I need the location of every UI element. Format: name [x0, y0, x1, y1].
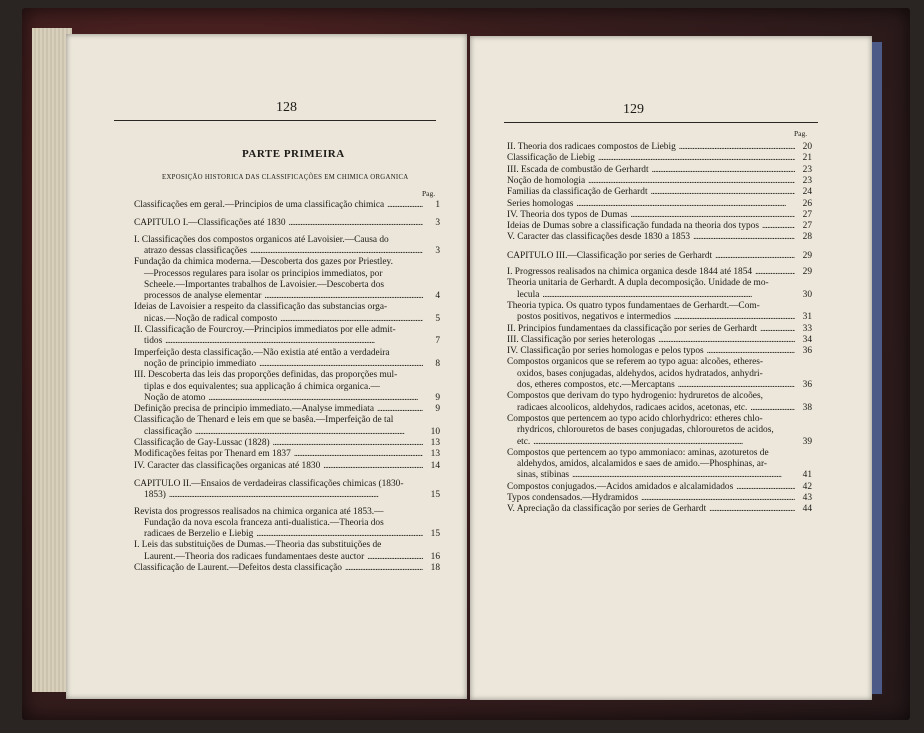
leader-dots [651, 187, 795, 198]
leader-dots [736, 482, 795, 493]
entry-page: 41 [802, 470, 812, 481]
entry-page: 8 [435, 358, 440, 369]
entry-text: I. Progressos realisados na chimica organica desde 1844 até 1854 [507, 267, 753, 277]
entry-text: III. Descoberta das leis das proporções definidas, das proporções mul- [134, 370, 398, 381]
entry-page: 3 [435, 218, 440, 229]
leader-dots [588, 176, 795, 187]
entry-page: 20 [802, 142, 812, 152]
entry-text: Compostos organicos que se referem ao typo agua: alcoões, etheres- [507, 357, 763, 368]
leader-dots [259, 359, 423, 370]
entry-page: 9 [435, 404, 440, 415]
entry-text: II. Theoria dos radicaes compostos de Liebig [507, 142, 676, 152]
entry-text: 1853) [144, 490, 166, 501]
toc-entry [507, 324, 812, 335]
toc-entry [507, 187, 812, 198]
entry-text: IV. Classificação por series homologas e pelos typos [507, 346, 704, 357]
entry-page: 43 [802, 493, 812, 503]
entry-page: 13 [430, 449, 440, 460]
toc-entry [507, 153, 812, 164]
entry-page: 3 [435, 245, 440, 256]
entry-text: Series homologas [507, 198, 574, 209]
leader-dots [533, 437, 795, 448]
leader-dots [715, 251, 795, 262]
entry-text: rhydricos, chlorouretos de bases conjugadas, chlorouretos de acidos, [517, 425, 774, 436]
entry-text: III. Classificação por series heterologas [507, 334, 656, 345]
leader-dots [387, 200, 423, 211]
entry-text: Fundação da nova escola franceza anti-dualistica.—Theoria dos [144, 517, 384, 528]
toc-entry [144, 427, 440, 438]
entry-text: Fundação da chimica moderna.—Descoberta dos gazes por Priestley. [134, 257, 393, 268]
entry-text: atrazo dessas classificações [144, 245, 248, 256]
entry-text: Typos condensados.—Hydramidos [507, 493, 639, 503]
entry-text: Classificação de Liebig [507, 153, 595, 164]
part-subheading: EXPOSIÇÃO HISTORICA DAS CLASSIFICAÇÕES EM CHIMICA ORGANICA [162, 174, 409, 181]
entry-text: I. Classificações dos compostos organicos até Lavoisier.—Causa do [134, 234, 389, 245]
entry-text: sinas, stibinas [517, 470, 570, 481]
entry-page: 36 [802, 380, 812, 390]
toc-entry [517, 470, 812, 481]
toc-entry [507, 482, 812, 493]
entry-page: 18 [430, 563, 440, 573]
entry-page: 13 [430, 438, 440, 448]
toc-entry [144, 359, 440, 370]
leader-dots [323, 461, 423, 472]
leader-dots [165, 336, 423, 347]
leader-dots [572, 470, 795, 481]
toc-entry [507, 165, 812, 176]
toc-entry [517, 380, 812, 391]
entry-page: 10 [430, 426, 440, 437]
leader-dots [652, 165, 795, 176]
leader-dots [345, 563, 423, 574]
entry-page: 27 [802, 209, 812, 220]
entry-text: dos, etheres compostos, etc.—Mercaptans [517, 380, 675, 390]
entry-text: Compostos conjugados.—Acidos amidados e alcalamidados [507, 481, 734, 492]
leader-dots [256, 529, 423, 540]
leader-dots [294, 449, 423, 460]
part-heading: PARTE PRIMEIRA [242, 148, 345, 160]
entry-text: II. Principios fundamentaes da classificação por series de Gerhardt [507, 323, 758, 334]
toc-entry [517, 290, 812, 301]
toc-entry [507, 251, 812, 262]
toc-entry [134, 438, 440, 449]
entry-text: radicaes alcoolicos, aldehydos, radicaes acidos, acetonas, etc. [517, 402, 748, 413]
entry-page: 28 [802, 232, 812, 243]
entry-text: Classificação de Laurent.—Defeitos desta classificação [134, 563, 342, 573]
left-page [66, 34, 467, 699]
entry-page: 1 [435, 200, 440, 210]
entry-text: processos de analyse elementar [144, 291, 262, 302]
entry-text: Theoria typica. Os quatro typos fundamentaes de Gerhardt.—Com- [507, 300, 760, 311]
entry-page: 21 [802, 153, 812, 164]
entry-text: —Processos regulares para isolar os principios immediatos, por [144, 268, 383, 279]
endpaper-edge [872, 42, 882, 694]
toc-entry [507, 221, 812, 232]
leader-dots [693, 232, 795, 243]
toc-entry [507, 504, 812, 515]
entry-page: 27 [802, 221, 812, 232]
entry-page: 34 [802, 334, 812, 345]
leader-dots [289, 218, 423, 229]
entry-text: Classificações em geral.—Principios de uma classificação chimica [134, 200, 385, 210]
page-number: 129 [623, 102, 644, 117]
entry-text: Ideias de Lavoisier a respeito da classificação das substancias orga- [134, 302, 388, 313]
toc-entry [144, 291, 440, 302]
leader-dots [264, 291, 423, 302]
leader-dots [576, 199, 795, 210]
leader-dots [750, 403, 795, 414]
entry-page: 39 [802, 436, 812, 447]
leader-dots [542, 290, 795, 301]
entry-text: tidos [144, 336, 163, 347]
entry-text: V. Caracter das classificações desde 1830 a 1853 [507, 232, 691, 243]
entry-page: 24 [802, 187, 812, 198]
entry-text: IV. Caracter das classificações organicas até 1830 [134, 460, 321, 471]
entry-text: lecula [517, 289, 540, 300]
toc-entry [134, 563, 440, 574]
entry-text: I. Leis das substituições de Dumas.—Theoria das substituições de [134, 540, 382, 551]
toc-entry [507, 267, 812, 278]
leader-dots [367, 552, 423, 563]
entry-page: 15 [430, 490, 440, 501]
entry-text: Compostos que derivam do typo hydrogenio: hydruretos de alcoões, [507, 391, 763, 402]
entry-text: Modificações feitas por Thenard em 1837 [134, 449, 291, 460]
entry-page: 29 [802, 267, 812, 277]
entry-text: Definição precisa de principio immediato.—Analyse immediata [134, 404, 375, 415]
toc-entry [134, 200, 440, 211]
page-number: 128 [276, 100, 297, 115]
toc-entry [507, 199, 812, 210]
leader-dots [678, 380, 795, 391]
leader-dots [273, 438, 423, 449]
entry-text: nicas.—Noção de radical composto [144, 313, 278, 324]
pag-label: Pag. [422, 189, 436, 198]
entry-page: 33 [802, 323, 812, 334]
entry-page: 9 [435, 392, 440, 403]
leader-dots [762, 221, 795, 232]
leader-dots [707, 346, 795, 357]
entry-text: classificação [144, 426, 192, 437]
entry-text: III. Escada de combustão de Gerhardt [507, 164, 649, 175]
leader-dots [377, 404, 423, 415]
entry-text: V. Apreciação da classificação por series de Gerhardt [507, 504, 707, 515]
entry-page: 38 [802, 402, 812, 413]
toc-entry [134, 449, 440, 460]
header-rule [504, 122, 818, 123]
toc-entry [134, 461, 440, 472]
entry-page: 36 [802, 346, 812, 357]
leader-dots [658, 335, 795, 346]
entry-text: Scheele.—Importantes trabalhos de Lavoisier.—Descoberta dos [144, 279, 385, 290]
entry-text: Compostos que pertencem ao typo ammoniaco: aminas, azoturetos de [507, 447, 769, 458]
entry-text: Compostos que pertencem ao typo acido chlorhydrico: etheres chlo- [507, 413, 763, 424]
entry-page: 42 [802, 481, 812, 492]
toc-entry [144, 393, 440, 404]
entry-text: Noção de atomo [144, 392, 206, 403]
entry-text: Revista dos progressos realisados na chimica organica até 1853.— [134, 506, 384, 517]
leader-dots [250, 246, 423, 257]
entry-text: Classificação de Thenard e leis em que se basêa.—Imperfeição de tal [134, 415, 394, 426]
entry-page: 26 [802, 198, 812, 209]
leader-dots [630, 210, 795, 221]
entry-text: Noção de homologia [507, 175, 586, 186]
leader-dots [760, 324, 795, 335]
entry-page: 5 [435, 313, 440, 324]
toc-entry [144, 314, 440, 325]
leader-dots [709, 504, 795, 515]
entry-text: Classificação de Gay-Lussac (1828) [134, 438, 270, 448]
entry-text: aldehydos, amidos, alcalamidos e saes de amido.—Phosphinas, ar- [517, 459, 768, 470]
entry-page: 14 [430, 460, 440, 471]
toc-entry [507, 493, 812, 504]
entry-page: 7 [435, 336, 440, 347]
leader-dots [674, 312, 795, 323]
toc-entry [507, 176, 812, 187]
entry-page: 30 [802, 289, 812, 300]
leader-dots [169, 490, 423, 501]
entry-page: 15 [430, 529, 440, 540]
leader-dots [598, 153, 795, 164]
entry-text: Familias da classificação de Gerhardt [507, 187, 648, 198]
entry-text: noção de principio immediato [144, 358, 257, 369]
pag-label: Pag. [794, 129, 808, 138]
toc-entry [507, 335, 812, 346]
toc-entry [144, 336, 440, 347]
entry-page: 23 [802, 175, 812, 186]
leader-dots [641, 493, 795, 504]
toc-entry [144, 490, 440, 501]
entry-text: CAPITULO II.—Ensaios de verdadeiras classificações chimicas (1830- [134, 478, 404, 489]
toc-entry [507, 232, 812, 243]
toc-entry [144, 246, 440, 257]
entry-text: etc. [517, 436, 531, 447]
toc-entry [507, 142, 812, 153]
entry-text: oxidos, bases conjugadas, aldehydos, acidos hydratados, anhydri- [517, 368, 763, 379]
toc-entry [517, 403, 812, 414]
leader-dots [208, 393, 423, 404]
entry-text: Imperfeição desta classificação.—Não existia até então a verdadeira [134, 347, 390, 358]
entry-text: CAPITULO III.—Classificação por series de Gerhardt [507, 250, 713, 261]
entry-text: Ideias de Dumas sobre a classificação fundada na theoria dos typos [507, 221, 759, 232]
right-page [470, 36, 872, 700]
entry-page: 44 [802, 504, 812, 515]
entry-page: 31 [802, 312, 812, 323]
toc-entry [144, 552, 440, 563]
toc-entry [134, 218, 440, 229]
leader-dots [280, 314, 423, 325]
toc-entry [507, 210, 812, 221]
entry-page: 4 [435, 291, 440, 302]
entry-text: tiplas e dos equivalentes; sua applicação á chimica organica.— [144, 381, 380, 392]
toc-entry [134, 404, 440, 415]
entry-text: radicaes de Berzelio e Liebig [144, 529, 254, 540]
toc-entry [517, 312, 812, 323]
toc-entry [507, 346, 812, 357]
entry-text: Laurent.—Theoria dos radicaes fundamentaes deste auctor [144, 551, 365, 562]
entry-text: CAPITULO I.—Classificações até 1830 [134, 218, 286, 229]
entry-text: II. Classificação de Fourcroy.—Principios immediatos por elle admit- [134, 325, 396, 335]
header-rule [114, 120, 436, 121]
leader-dots [679, 142, 795, 153]
entry-page: 16 [430, 551, 440, 562]
entry-text: IV. Theoria dos typos de Dumas [507, 209, 628, 220]
entry-page: 23 [802, 164, 812, 175]
entry-page: 29 [802, 250, 812, 261]
entry-text: Theoria unitaria de Gerhardt. A dupla decomposição. Unidade de mo- [507, 278, 769, 289]
leader-dots [755, 267, 795, 278]
toc-entry [517, 437, 812, 448]
leader-dots [195, 427, 423, 438]
toc-entry [144, 529, 440, 540]
entry-text: postos positivos, negativos e intermedios [517, 312, 671, 323]
